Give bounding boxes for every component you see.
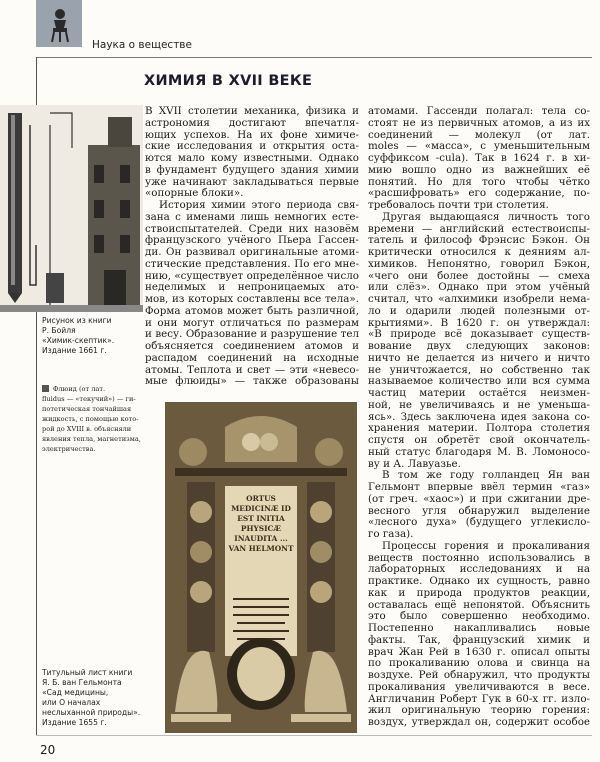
text-line: ный статус благодаря М. В. Ломоносо-	[368, 445, 590, 458]
square-bullet-icon	[42, 385, 49, 392]
caption-line: Титульный лист книги	[42, 668, 133, 677]
text-line: мию вошло одно из важнейших её	[368, 163, 590, 176]
caption-line: Рисунок из книги	[42, 316, 112, 325]
text-line: неделимых и непроницаемых ато-	[145, 281, 359, 294]
text-line: не уничтожается, но собственно так	[368, 363, 590, 376]
caption-line: неслыханной природы».	[42, 708, 141, 717]
text-line: (от греч. «хаос») и при сжигании дре-	[368, 492, 590, 505]
caption-line: «Сад медицины,	[42, 688, 109, 697]
note-line: электричества.	[42, 445, 96, 453]
text-line: требовалось почти три столетия.	[368, 199, 549, 211]
caption-line: или О началах	[42, 698, 101, 707]
text-line: стоят не из первичных атомов, а из их	[368, 116, 590, 129]
caption-line: Издание 1661 г.	[42, 346, 107, 355]
text-line: частиц материи остаётся неизмен-	[368, 387, 590, 399]
text-line: объясняется соединением атомов и	[145, 340, 359, 352]
text-line: соединений — молекул (от лат.	[368, 128, 590, 141]
text-line: астрономия достигают впечатля-	[145, 116, 359, 129]
caption-line: «Химик-скептик».	[42, 336, 115, 345]
caption-boyle	[42, 316, 114, 356]
text-line: История химии этого периода свя-	[159, 199, 359, 211]
text-line: Гельмонт впервые ввёл термин «газ»	[368, 481, 590, 493]
text-line: воздух, утверждал он, содержит особое	[368, 716, 590, 728]
text-line: ствоиспытателей. Среди них назовём	[145, 222, 359, 235]
text-line: «расшифровать» его содержание, по-	[368, 187, 590, 200]
text-line: критически относился к деяниям ал-	[368, 246, 590, 258]
caption-line: Р. Бойля	[42, 326, 76, 335]
text-line: жил оригинальную теорию горения:	[368, 704, 590, 717]
text-line: оставалась ещё непонятой. Объяснить	[368, 598, 590, 611]
text-line: мов, из которых составлены все тела».	[145, 293, 359, 305]
text-line: распадом соединений на исходные	[145, 351, 359, 364]
text-line: в фундамент будущего здания химии	[145, 163, 359, 176]
text-line: суффиксом -cula). Так в 1624 г. в хи-	[368, 152, 590, 164]
text-line: Постепенно накапливались новые	[368, 622, 590, 634]
caption-line: Я. Б. ван Гельмонта	[42, 678, 122, 687]
text-line: по прокаливанию олова и свинца на	[368, 657, 590, 670]
divider	[36, 57, 592, 58]
text-line: атомы. Теплота и свет — эти «невесо-	[145, 363, 359, 376]
text-line: факты. Так, французский химик и	[368, 633, 590, 646]
section-title: Наука о веществе	[92, 39, 192, 51]
note-line: потетическая тончайшая	[42, 405, 132, 413]
text-line: времени — английский естествоиспы-	[368, 222, 590, 235]
text-line: зана с именами лишь немногих есте-	[145, 210, 359, 223]
text-line: крытиями». В 1620 г. он утверждал:	[368, 316, 590, 329]
text-line: считал, что «алхимики изобрели нема-	[368, 293, 590, 305]
note-line: рой до XVIII в. объясняли	[42, 425, 132, 433]
text-line: спустя он обретёт свой окончатель-	[368, 434, 590, 446]
boyle-apparatus-illustration	[0, 105, 143, 312]
text-line: лабораторных исследованиях и на	[368, 563, 590, 576]
text-line: го газа).	[368, 528, 414, 540]
text-line: татель и философ Фрэнсис Бэкон. Он	[368, 234, 590, 247]
text-line: ющих успехов. На их фоне химиче-	[145, 128, 359, 141]
text-line: воздухе. Рей обнаружил, что продукты	[368, 669, 590, 681]
text-line: В том же году голландец Ян ван	[382, 469, 590, 482]
text-line: Процессы горения и прокаливания	[382, 539, 590, 552]
text-line: Другая выдающаяся личность того	[382, 210, 590, 223]
text-line: врач Жан Рей в 1630 г. описал опыты	[368, 645, 590, 658]
text-line: ются мало кому известными. Однако	[145, 152, 359, 164]
divider	[36, 735, 592, 736]
text-line: ло и одарили людей полезными от-	[368, 304, 590, 317]
text-line: «В природе всё доказывает существ-	[368, 328, 590, 341]
text-line: стические представления. По его мне-	[145, 257, 359, 270]
chapter-title: ХИМИЯ В XVII ВЕКЕ	[144, 73, 313, 89]
text-line: весного угля обнаружил выделение	[368, 504, 590, 517]
text-line: мые флюиды» — также образованы	[145, 375, 359, 388]
text-line: «лесного духа» (будущего углекисло-	[368, 516, 590, 529]
glossary-note-fluid	[42, 384, 141, 454]
text-line: и они могут отличаться по размерам	[145, 316, 359, 329]
caption-line: Издание 1655 г.	[42, 718, 107, 727]
text-line: вование двух следующих законов:	[368, 340, 590, 352]
alchemist-flask-icon	[36, 0, 82, 47]
note-line: явления тепла, магнетизма,	[42, 435, 141, 443]
text-line: «опорные блоки».	[145, 187, 244, 200]
text-line: уже начинают закладываться первые	[145, 175, 359, 188]
text-line: или слёз». Однако при этом учёный	[368, 281, 590, 294]
text-line: ди. Он развивал оригинальные атоми-	[145, 246, 359, 258]
text-line: ничто не делается из ничего и ничто	[368, 351, 590, 364]
engraving-title-lettering: ORTUS MEDICINÆ ID EST INITIA PHYSICÆ INAUDITA ... VAN HELMONT	[228, 494, 294, 553]
text-line: В XVII столетии механика, физика и	[145, 105, 359, 117]
text-line: и весу. Образование и разрушение тел	[145, 328, 359, 341]
text-line: атомами. Гассенди полагал: тела со-	[368, 105, 590, 117]
caption-helmont	[42, 668, 140, 728]
text-line: прокаливания увеличиваются в весе.	[368, 680, 590, 693]
text-line: «чего они более достойны — смеха	[368, 269, 590, 282]
text-line: химиков. Непонятно, говорил Бэкон,	[368, 257, 590, 270]
helmont-title-page-engraving	[165, 402, 357, 733]
text-line: нию, «существует определённое число	[145, 269, 359, 282]
text-line: ной, не увеличиваясь и не уменьша-	[368, 398, 590, 411]
text-column-right	[368, 106, 590, 729]
note-line: Флюид (от лат.	[53, 385, 106, 393]
text-line: ские исследования и открытия оста-	[145, 140, 359, 153]
text-line: Форма атомов может быть различной,	[145, 304, 359, 317]
text-line: как и природа продуктов реакции,	[368, 586, 590, 599]
text-line: практике. Однако их сущность, равно	[368, 575, 590, 587]
text-line: хранения материи. Полтора столетия	[368, 422, 590, 435]
text-line: понятий. Но для того чтобы чётко	[368, 175, 590, 188]
text-line: ясь». Здесь заключена идея закона со-	[368, 410, 590, 423]
note-line: жидкость, с помощью кото-	[42, 415, 139, 423]
text-line: ву и А. Лавуазье.	[368, 457, 461, 470]
note-line: fluidus — «текучий») — ги-	[42, 395, 136, 403]
text-line: это было совершенно необходимо.	[368, 610, 590, 623]
text-column-center	[145, 106, 359, 388]
page-number: 20	[40, 743, 56, 757]
text-line: веществ постоянно использовались в	[368, 551, 590, 564]
text-line: moles — «масса», с уменьшительным	[368, 140, 590, 153]
text-line: Англичанин Роберт Гук в 60-х гг. изло-	[368, 692, 590, 705]
text-line: называемое количество или вся сумма	[368, 375, 590, 388]
text-line: французского учёного Пьера Гассен-	[145, 234, 359, 247]
